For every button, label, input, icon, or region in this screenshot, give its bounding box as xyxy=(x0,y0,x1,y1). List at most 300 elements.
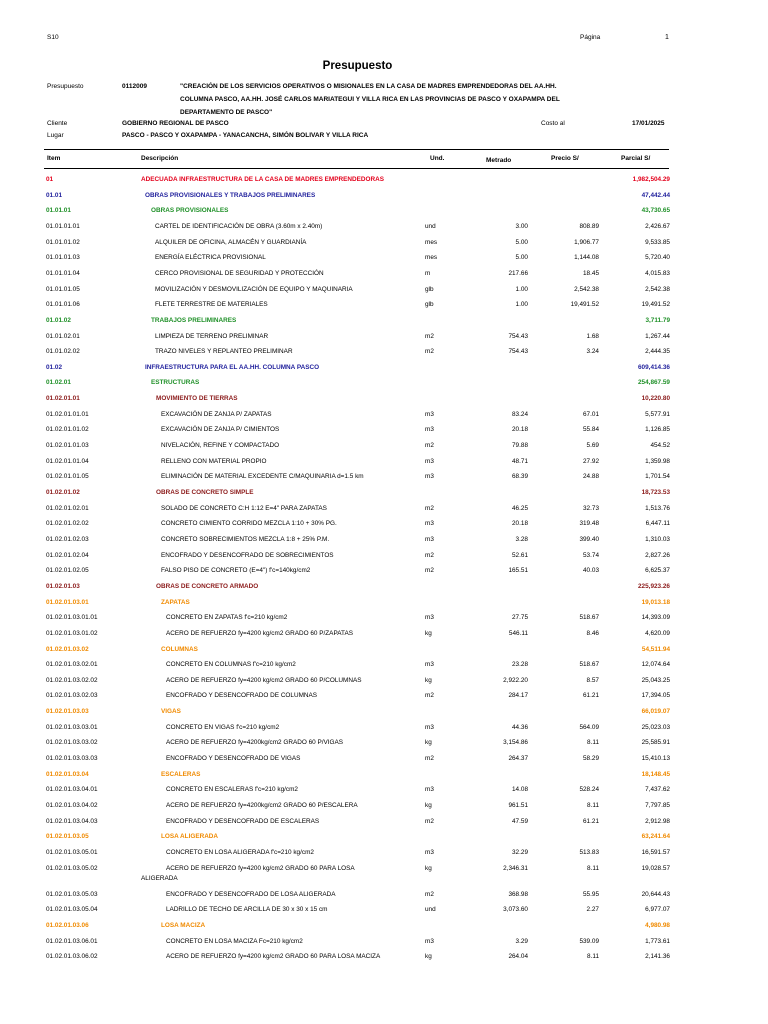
description-cell: CONCRETO EN LOSA MACIZA Fc=210 kg/cm2 xyxy=(166,937,303,945)
item-cell: 01.02.01.03.02.01 xyxy=(46,661,98,669)
description-cell: ENCOFRADO Y DESENCOFRADO DE COLUMNAS xyxy=(166,692,318,700)
description-cell: ACERO DE REFUERZO fy=4200 kg/cm2 GRADO 60 PARA LOSA MACIZA xyxy=(166,953,381,961)
metrado-cell: 79.88 xyxy=(512,442,528,450)
description-cell: ESTRUCTURAS xyxy=(151,379,200,387)
description-cell: LOSA MACIZA xyxy=(161,921,206,929)
metrado-cell: 1.00 xyxy=(515,301,528,309)
description-cell: ZAPATAS xyxy=(161,598,190,606)
table-row xyxy=(0,207,768,222)
metrado-cell: 32.29 xyxy=(512,848,528,856)
parcial-cell: 19,013.18 xyxy=(641,598,670,606)
parcial-cell: 2,912.98 xyxy=(645,817,670,825)
item-cell: 01.02.01.03.03.01 xyxy=(46,723,98,731)
parcial-cell: 54,511.94 xyxy=(641,645,670,653)
description-cell: OBRAS PROVISIONALES Y TRABAJOS PRELIMINARES xyxy=(145,191,316,199)
costo-date: 17/01/2025 xyxy=(632,120,665,127)
description-cell: INFRAESTRUCTURA PARA EL AA.HH. COLUMNA PASCO xyxy=(145,363,320,371)
item-cell: 01.02.01.03.02.03 xyxy=(46,692,98,700)
parcial-cell: 1,267.44 xyxy=(645,332,670,340)
item-cell: 01.02.01.03.06.02 xyxy=(46,953,98,961)
item-cell: 01.01.01.05 xyxy=(46,285,80,293)
parcial-cell: 5,720.40 xyxy=(645,254,670,262)
item-cell: 01.02.01.03.05.01 xyxy=(46,848,98,856)
table-row xyxy=(0,301,768,316)
table-row xyxy=(0,567,768,582)
parcial-cell: 254,867.59 xyxy=(638,379,670,387)
unit-cell: kg xyxy=(425,739,432,747)
item-cell: 01.02.01.03.06 xyxy=(46,921,89,929)
unit-cell: m2 xyxy=(425,890,434,898)
metrado-cell: 754.43 xyxy=(508,332,528,340)
parcial-cell: 4,015.83 xyxy=(645,269,670,277)
table-row xyxy=(0,661,768,676)
table-row xyxy=(0,771,768,786)
precio-cell: 319.48 xyxy=(579,520,599,528)
presupuesto-desc-line-1: "CREACIÓN DE LOS SERVICIOS OPERATIVOS O MISIONALES EN LA CASA DE MADRES EMPRENDEDORAS DEL AA.HH. xyxy=(180,83,557,90)
table-row xyxy=(0,802,768,817)
metrado-cell: 2,922.20 xyxy=(503,676,528,684)
item-cell: 01.02.01.03.02.02 xyxy=(46,676,98,684)
unit-cell: m3 xyxy=(425,520,434,528)
metrado-cell: 47.59 xyxy=(512,817,528,825)
precio-cell: 8.57 xyxy=(586,676,599,684)
item-cell: 01.01.01.04 xyxy=(46,269,80,277)
presupuesto-label: Presupuesto xyxy=(47,83,84,90)
metrado-cell: 14.08 xyxy=(512,786,528,794)
table-row xyxy=(0,348,768,363)
item-cell: 01.02.01.01 xyxy=(46,395,80,403)
unit-cell: m3 xyxy=(425,410,434,418)
unit-cell: m3 xyxy=(425,614,434,622)
header-bottom-rule xyxy=(44,168,669,169)
unit-cell: und xyxy=(425,906,436,914)
precio-cell: 8.11 xyxy=(587,953,599,961)
precio-cell: 1,144.08 xyxy=(574,254,599,262)
parcial-cell: 18,723.53 xyxy=(641,489,670,496)
metrado-cell: 20.18 xyxy=(512,520,528,528)
parcial-cell: 609,414.36 xyxy=(638,363,670,371)
parcial-cell: 2,827.26 xyxy=(645,551,670,559)
metrado-cell: 5.00 xyxy=(515,238,528,246)
page-number: 1 xyxy=(665,34,669,41)
precio-cell: 2.27 xyxy=(586,906,599,914)
description-cell: ACERO DE REFUERZO fy=4200 kg/cm2 GRADO 60 PARA LOSA xyxy=(166,864,355,872)
item-cell: 01.02.01.03.01 xyxy=(46,598,89,606)
item-cell: 01.02.01.03.05.02 xyxy=(46,864,98,872)
item-cell: 01.01.02.01 xyxy=(46,332,80,340)
precio-cell: 3.24 xyxy=(586,348,599,356)
item-cell: 01.02.01.03.03.03 xyxy=(46,755,98,763)
description-cell: LIMPIEZA DE TERRENO PRELIMINAR xyxy=(155,332,269,340)
table-row xyxy=(0,520,768,535)
item-cell: 01.01 xyxy=(46,191,62,199)
description-cell: CARTEL DE IDENTIFICACIÓN DE OBRA (3.60m x 2.40m) xyxy=(155,222,323,230)
item-cell: 01.01.01.03 xyxy=(46,254,80,262)
description-cell: ESCALERAS xyxy=(161,770,201,778)
metrado-cell: 284.17 xyxy=(508,692,528,700)
parcial-cell: 14,393.09 xyxy=(641,614,670,622)
item-cell: 01.01.01.02 xyxy=(46,238,80,246)
col-und-header: Und. xyxy=(430,155,445,162)
unit-cell: m3 xyxy=(425,661,434,669)
precio-cell: 19,491.52 xyxy=(570,301,599,309)
table-row xyxy=(0,755,768,770)
parcial-cell: 4,980.98 xyxy=(645,921,670,929)
item-cell: 01.02.01.03.03 xyxy=(46,708,89,716)
unit-cell: kg xyxy=(425,864,432,872)
table-row xyxy=(0,849,768,864)
item-cell: 01.02.01.03.04.02 xyxy=(46,802,98,809)
metrado-cell: 52.61 xyxy=(512,551,528,559)
parcial-cell: 15,410.13 xyxy=(641,755,670,763)
item-cell: 01.02.01.02.04 xyxy=(46,551,89,559)
description-cell: ACERO DE REFUERZO fy=4200kg/cm2 GRADO 60 P/VIGAS xyxy=(166,739,344,747)
parcial-cell: 6,977.07 xyxy=(645,906,670,914)
description-cell: LOSA ALIGERADA xyxy=(161,833,219,841)
table-row xyxy=(0,724,768,739)
description-cell: MOVIMIENTO DE TIERRAS xyxy=(156,395,238,403)
precio-cell: 27.92 xyxy=(583,457,599,465)
parcial-cell: 1,126.85 xyxy=(645,426,670,434)
table-row xyxy=(0,379,768,394)
lugar-value: PASCO - PASCO Y OXAPAMPA - YANACANCHA, SIMÓN BOLIVAR Y VILLA RICA xyxy=(122,132,369,139)
parcial-cell: 4,620.09 xyxy=(645,629,670,637)
parcial-cell: 2,426.67 xyxy=(645,222,670,230)
cliente-value: GOBIERNO REGIONAL DE PASCO xyxy=(122,120,229,127)
precio-cell: 808.89 xyxy=(579,222,599,230)
description-cell: ENCOFRADO Y DESENCOFRADO DE VIGAS xyxy=(166,755,301,763)
unit-cell: und xyxy=(425,222,436,230)
description-cell: ENCOFRADO Y DESENCOFRADO DE LOSA ALIGERADA xyxy=(166,890,336,898)
metrado-cell: 264.04 xyxy=(508,953,528,961)
unit-cell: m2 xyxy=(425,755,434,763)
col-item-header: Item xyxy=(47,155,61,162)
unit-cell: glb xyxy=(425,301,434,309)
parcial-cell: 9,533.85 xyxy=(645,238,670,246)
table-row xyxy=(0,891,768,906)
table-row xyxy=(0,333,768,348)
metrado-cell: 2,346.31 xyxy=(503,864,528,872)
metrado-cell: 3,154.86 xyxy=(503,739,528,747)
description-cell: ALQUILER DE OFICINA, ALMACÉN Y GUARDIANÍA xyxy=(155,238,307,246)
item-cell: 01.02.01.03.01.01 xyxy=(46,614,98,622)
item-cell: 01.02.01.03.05.04 xyxy=(46,906,98,914)
table-row xyxy=(0,411,768,426)
metrado-cell: 83.24 xyxy=(512,410,528,418)
parcial-cell: 66,019.07 xyxy=(641,708,670,716)
item-cell: 01.02 xyxy=(46,363,62,371)
unit-cell: m2 xyxy=(425,817,434,825)
table-row xyxy=(0,270,768,285)
description-cell: ENCOFRADO Y DESENCOFRADO DE ESCALERAS xyxy=(166,817,320,825)
description-cell: ENERGÍA ELÉCTRICA PROVISIONAL xyxy=(155,254,266,262)
parcial-cell: 12,074.64 xyxy=(641,661,670,669)
page-label: Página xyxy=(580,34,601,41)
metrado-cell: 20.18 xyxy=(512,426,528,434)
table-row xyxy=(0,239,768,254)
table-row xyxy=(0,708,768,723)
item-cell: 01.02.01.03.06.01 xyxy=(46,937,98,945)
unit-cell: kg xyxy=(425,629,432,637)
item-cell: 01.02.01.03.04.01 xyxy=(46,786,98,794)
parcial-cell: 43,730.65 xyxy=(641,207,670,215)
metrado-cell: 46.25 xyxy=(512,504,528,512)
unit-cell: m3 xyxy=(425,848,434,856)
description-cell: CONCRETO EN LOSA ALIGERADA f'c=210 kg/cm2 xyxy=(166,848,314,856)
item-cell: 01.02.01.01.02 xyxy=(46,426,89,434)
unit-cell: m2 xyxy=(425,348,434,356)
parcial-cell: 7,797.85 xyxy=(645,802,670,809)
table-row xyxy=(0,818,768,833)
description-cell: OBRAS PROVISIONALES xyxy=(151,207,229,215)
item-cell: 01.02.01 xyxy=(46,379,71,387)
parcial-cell: 6,447.11 xyxy=(645,520,670,528)
precio-cell: 528.24 xyxy=(579,786,599,794)
costo-label: Costo al xyxy=(541,120,565,127)
col-precio-header: Precio S/ xyxy=(551,155,579,162)
metrado-cell: 3.00 xyxy=(515,222,528,230)
metrado-cell: 546.11 xyxy=(508,629,528,637)
unit-cell: m2 xyxy=(425,332,434,340)
col-descripcion-header: Descripción xyxy=(141,155,179,162)
page-title: Presupuesto xyxy=(322,60,393,72)
parcial-cell: 25,585.91 xyxy=(641,739,670,747)
item-cell: 01.02.01.03.05 xyxy=(46,833,89,841)
unit-cell: m2 xyxy=(425,551,434,559)
unit-cell: m3 xyxy=(425,426,434,434)
description-cell: VIGAS xyxy=(161,708,181,716)
unit-cell: kg xyxy=(425,802,432,809)
parcial-cell: 47,442.44 xyxy=(641,191,670,199)
parcial-cell: 19,491.52 xyxy=(641,301,670,309)
description-cell: CONCRETO EN COLUMNAS f'c=210 kg/cm2 xyxy=(166,661,296,669)
metrado-cell: 3.28 xyxy=(515,535,528,543)
precio-cell: 61.21 xyxy=(583,692,599,700)
item-cell: 01.02.01.03.04 xyxy=(46,770,89,778)
item-cell: 01.01.01.01 xyxy=(46,222,80,230)
unit-cell: m xyxy=(425,269,431,277)
precio-cell: 518.67 xyxy=(579,661,599,669)
precio-cell: 40.03 xyxy=(583,567,599,575)
table-row xyxy=(0,739,768,754)
item-cell: 01.01.02 xyxy=(46,316,71,324)
precio-cell: 67.01 xyxy=(583,410,599,418)
table-row xyxy=(0,364,768,379)
item-cell: 01.02.01.03.03.02 xyxy=(46,739,98,747)
table-row xyxy=(0,922,768,937)
metrado-cell: 1.00 xyxy=(515,285,528,293)
table-row xyxy=(0,489,768,504)
parcial-cell: 19,028.57 xyxy=(641,864,670,872)
precio-cell: 55.84 xyxy=(583,426,599,434)
precio-cell: 1,906.77 xyxy=(574,238,599,246)
item-cell: 01.01.01.06 xyxy=(46,301,80,309)
table-row xyxy=(0,442,768,457)
metrado-cell: 165.51 xyxy=(508,567,528,575)
table-row xyxy=(0,630,768,645)
parcial-cell: 25,023.03 xyxy=(641,723,670,731)
description-cell: CONCRETO SOBRECIMIENTOS MEZCLA 1:8 + 25% P.M. xyxy=(161,535,330,543)
table-row xyxy=(0,458,768,473)
table-row xyxy=(0,192,768,207)
lugar-label: Lugar xyxy=(47,132,64,139)
table-row xyxy=(0,395,768,410)
item-cell: 01.02.01.03.01.02 xyxy=(46,629,98,637)
presupuesto-code: 0112009 xyxy=(122,83,147,90)
description-cell: MOVILIZACIÓN Y DESMOVILIZACIÓN DE EQUIPO Y MAQUINARIA xyxy=(155,285,353,293)
precio-cell: 53.74 xyxy=(583,551,599,559)
item-cell: 01.02.01.03.05.03 xyxy=(46,890,98,898)
description-cell: OBRAS DE CONCRETO ARMADO xyxy=(156,582,259,590)
description-cell: CERCO PROVISIONAL DE SEGURIDAD Y PROTECCIÓN xyxy=(155,269,324,277)
description-cell: EXCAVACIÓN DE ZANJA P/ ZAPATAS xyxy=(161,410,272,418)
table-row xyxy=(0,536,768,551)
parcial-cell: 225,923.26 xyxy=(638,582,670,590)
table-row xyxy=(0,646,768,661)
table-row xyxy=(0,426,768,441)
parcial-cell: 3,711.79 xyxy=(645,316,670,324)
description-cell: RELLENO CON MATERIAL PROPIO xyxy=(161,457,267,465)
table-row xyxy=(0,953,768,968)
parcial-cell: 10,220.80 xyxy=(641,395,670,403)
precio-cell: 518.67 xyxy=(579,614,599,622)
unit-cell: mes xyxy=(425,254,438,262)
unit-cell: m2 xyxy=(425,567,434,575)
description-cell: CONCRETO EN ZAPATAS f'c=210 kg/cm2 xyxy=(166,614,288,622)
description-cell: CONCRETO CIMIENTO CORRIDO MEZCLA 1:10 + 30% PG. xyxy=(161,520,337,528)
item-cell: 01.02.01.02 xyxy=(46,489,80,496)
parcial-cell: 1,773.61 xyxy=(645,937,670,945)
table-row xyxy=(0,865,768,880)
precio-cell: 5.69 xyxy=(586,442,599,450)
table-row xyxy=(0,286,768,301)
metrado-cell: 5.00 xyxy=(515,254,528,262)
parcial-cell: 2,444.35 xyxy=(645,348,670,356)
item-cell: 01.02.01.01.04 xyxy=(46,457,89,465)
precio-cell: 399.40 xyxy=(579,535,599,543)
description-cell: TRAZO NIVELES Y REPLANTEO PRELIMINAR xyxy=(155,348,293,356)
unit-cell: m2 xyxy=(425,692,434,700)
description-cell: FALSO PISO DE CONCRETO (E=4") f'c=140kg/cm2 xyxy=(161,567,311,575)
description-cell: OBRAS DE CONCRETO SIMPLE xyxy=(156,489,254,496)
table-row xyxy=(0,552,768,567)
metrado-cell: 3.29 xyxy=(515,937,528,945)
presupuesto-desc-line-3: DEPARTAMENTO DE PASCO" xyxy=(180,109,273,116)
table-row xyxy=(0,786,768,801)
item-cell: 01.02.01.02.01 xyxy=(46,504,89,512)
unit-cell: kg xyxy=(425,676,432,684)
metrado-cell: 44.36 xyxy=(512,723,528,731)
table-row xyxy=(0,677,768,692)
description-cell: ACERO DE REFUERZO fy=4200kg/cm2 GRADO 60 P/ESCALERA xyxy=(166,802,358,809)
presupuesto-desc-line-2: COLUMNA PASCO, AA.HH. JOSÉ CARLOS MARIATEGUI Y VILLA RICA EN LAS PROVINCIAS DE PASCO Y OXAPAMPA DEL xyxy=(180,96,560,103)
item-cell: 01.02.01.03.04.03 xyxy=(46,817,98,825)
table-row xyxy=(0,317,768,332)
description-cell: COLUMNAS xyxy=(161,645,198,653)
unit-cell: kg xyxy=(425,953,432,961)
description-cell-continuation: ALIGERADA xyxy=(141,874,178,882)
precio-cell: 513.83 xyxy=(579,848,599,856)
parcial-cell: 63,241.64 xyxy=(641,833,670,841)
description-cell: ENCOFRADO Y DESENCOFRADO DE SOBRECIMIENTOS xyxy=(161,551,334,559)
metrado-cell: 961.51 xyxy=(508,802,528,809)
description-cell: NIVELACIÓN, REFINE Y COMPACTADO xyxy=(161,442,280,450)
item-cell: 01.02.01.02.03 xyxy=(46,535,89,543)
description-cell: ELIMINACIÓN DE MATERIAL EXCEDENTE C/MAQUINARIA d=1.5 km xyxy=(161,473,364,481)
item-cell: 01.02.01.03.02 xyxy=(46,645,89,653)
description-cell: LADRILLO DE TECHO DE ARCILLA DE 30 x 30 x 15 cm xyxy=(166,906,328,914)
precio-cell: 8.11 xyxy=(587,864,599,872)
table-row xyxy=(0,223,768,238)
precio-cell: 8.46 xyxy=(586,629,599,637)
parcial-cell: 25,043.25 xyxy=(641,676,670,684)
description-cell: EXCAVACIÓN DE ZANJA P/ CIMIENTOS xyxy=(161,426,280,434)
metrado-cell: 368.98 xyxy=(508,890,528,898)
unit-cell: m3 xyxy=(425,723,434,731)
parcial-cell: 7,437.62 xyxy=(645,786,670,794)
item-cell: 01.02.01.02.05 xyxy=(46,567,89,575)
parcial-cell: 454.52 xyxy=(650,442,670,450)
parcial-cell: 2,141.36 xyxy=(645,953,670,961)
unit-cell: glb xyxy=(425,285,434,293)
precio-cell: 24.88 xyxy=(583,473,599,481)
cliente-label: Cliente xyxy=(47,120,68,127)
description-cell: ACERO DE REFUERZO fy=4200 kg/cm2 GRADO 60 P/COLUMNAS xyxy=(166,676,362,684)
table-row xyxy=(0,938,768,953)
description-cell: CONCRETO EN ESCALERAS f'c=210 kg/cm2 xyxy=(166,786,298,794)
unit-cell: m3 xyxy=(425,937,434,945)
item-cell: 01.01.01 xyxy=(46,207,71,215)
item-cell: 01.02.01.01.03 xyxy=(46,442,89,450)
precio-cell: 8.11 xyxy=(587,739,599,747)
item-cell: 01.01.02.02 xyxy=(46,348,80,356)
unit-cell: m3 xyxy=(425,457,434,465)
metrado-cell: 68.39 xyxy=(512,473,528,481)
parcial-cell: 1,513.76 xyxy=(645,504,670,512)
metrado-cell: 23.28 xyxy=(512,661,528,669)
parcial-cell: 5,577.91 xyxy=(645,410,670,418)
parcial-cell: 17,394.05 xyxy=(641,692,670,700)
description-cell: FLETE TERRESTRE DE MATERIALES xyxy=(155,301,268,309)
col-metrado-header: Metrado xyxy=(486,157,512,164)
table-row xyxy=(0,254,768,269)
description-cell: TRABAJOS PRELIMINARES xyxy=(151,316,237,324)
parcial-cell: 1,359.98 xyxy=(645,457,670,465)
description-cell: CONCRETO EN VIGAS f'c=210 kg/cm2 xyxy=(166,723,280,731)
metrado-cell: 754.43 xyxy=(508,348,528,356)
parcial-cell: 2,542.38 xyxy=(645,285,670,293)
unit-cell: m3 xyxy=(425,786,434,794)
parcial-cell: 18,148.45 xyxy=(641,770,670,778)
unit-cell: m3 xyxy=(425,473,434,481)
table-row xyxy=(0,583,768,598)
metrado-cell: 27.75 xyxy=(512,614,528,622)
parcial-cell: 6,625.37 xyxy=(645,567,670,575)
unit-cell: m2 xyxy=(425,442,434,450)
item-cell: 01.02.01.01.01 xyxy=(46,410,89,418)
item-cell: 01.02.01.03 xyxy=(46,582,80,590)
description-cell: SOLADO DE CONCRETO C:H 1:12 E=4" PARA ZAPATAS xyxy=(161,504,327,512)
table-row xyxy=(0,473,768,488)
item-cell: 01.02.01.01.05 xyxy=(46,473,89,481)
description-cell: ACERO DE REFUERZO fy=4200 kg/cm2 GRADO 60 P/ZAPATAS xyxy=(166,629,353,637)
table-row xyxy=(0,692,768,707)
precio-cell: 55.95 xyxy=(583,890,599,898)
precio-cell: 8.11 xyxy=(587,802,599,809)
item-cell: 01.02.01.02.02 xyxy=(46,520,89,528)
unit-cell: mes xyxy=(425,238,438,246)
table-row xyxy=(0,599,768,614)
